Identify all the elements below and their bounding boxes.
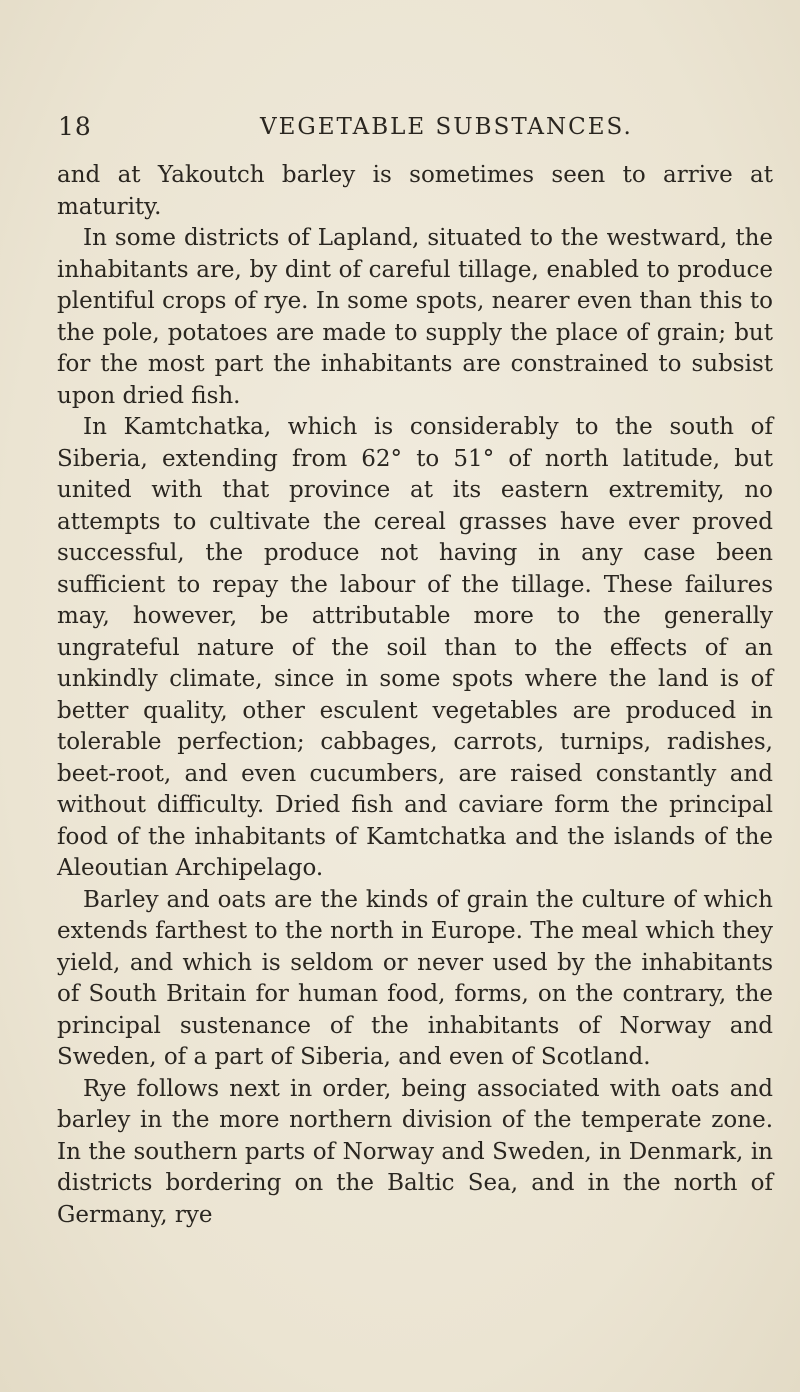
paragraph-rye: Rye follows next in order, being associated with oats and barley in the more northern division of the temperate zone. In the southern parts of Norway and Sweden, in Denmark, in districts bordering on the Baltic Sea, and in the north of Germany, rye	[57, 1075, 773, 1228]
page-number: 18	[58, 112, 92, 141]
paragraph-barley-oats: Barley and oats are the kinds of grain the culture of which extends farthest to the north in Europe. The meal which they yield, and which is seldom or never used by the inhabitants of South Britain for human food, forms, on the contrary, the principal sustenance of the inhabitants of Norway and Sweden, of a part of Siberia, and even of Scotland.	[57, 886, 773, 1070]
paragraph-continuation: and at Yakoutch barley is sometimes seen to arrive at maturity.	[57, 162, 773, 220]
running-title: VEGETABLE SUBSTANCES.	[260, 114, 633, 140]
page-header	[40, 112, 760, 152]
paragraph-lapland: In some districts of Lapland, situated to the westward, the inhabitants are, by dint of careful tillage, enabled to produce plentiful crops of rye. In some spots, nearer even than this to the pole, potatoes are made to supply the place of grain; but for the most part the inhabitants are constrained to subsist upon dried fish.	[57, 225, 773, 409]
body-text	[57, 160, 773, 1231]
paragraph-kamtchatka: In Kamtchatka, which is considerably to the south of Siberia, extending from 62° to 51° of north latitude, but united with that province at its eastern extremity, no attempts to cultivate the cereal grasses have ever proved successful, the produce not having in any case been sufficient to repay the labour of the tillage. These failures may, however, be attributable more to the generally ungrateful nature of the soil than to the effects of an unkindly climate, since in some spots where the land is of better quality, other esculent vegetables are produced in tolerable perfection; cabbages, carrots, turnips, radishes, beet-root, and even cucumbers, are raised constantly and without difficulty. Dried fish and caviare form the principal food of the inhabitants of Kamtchatka and the islands of the Aleoutian Archipelago.	[57, 414, 773, 881]
